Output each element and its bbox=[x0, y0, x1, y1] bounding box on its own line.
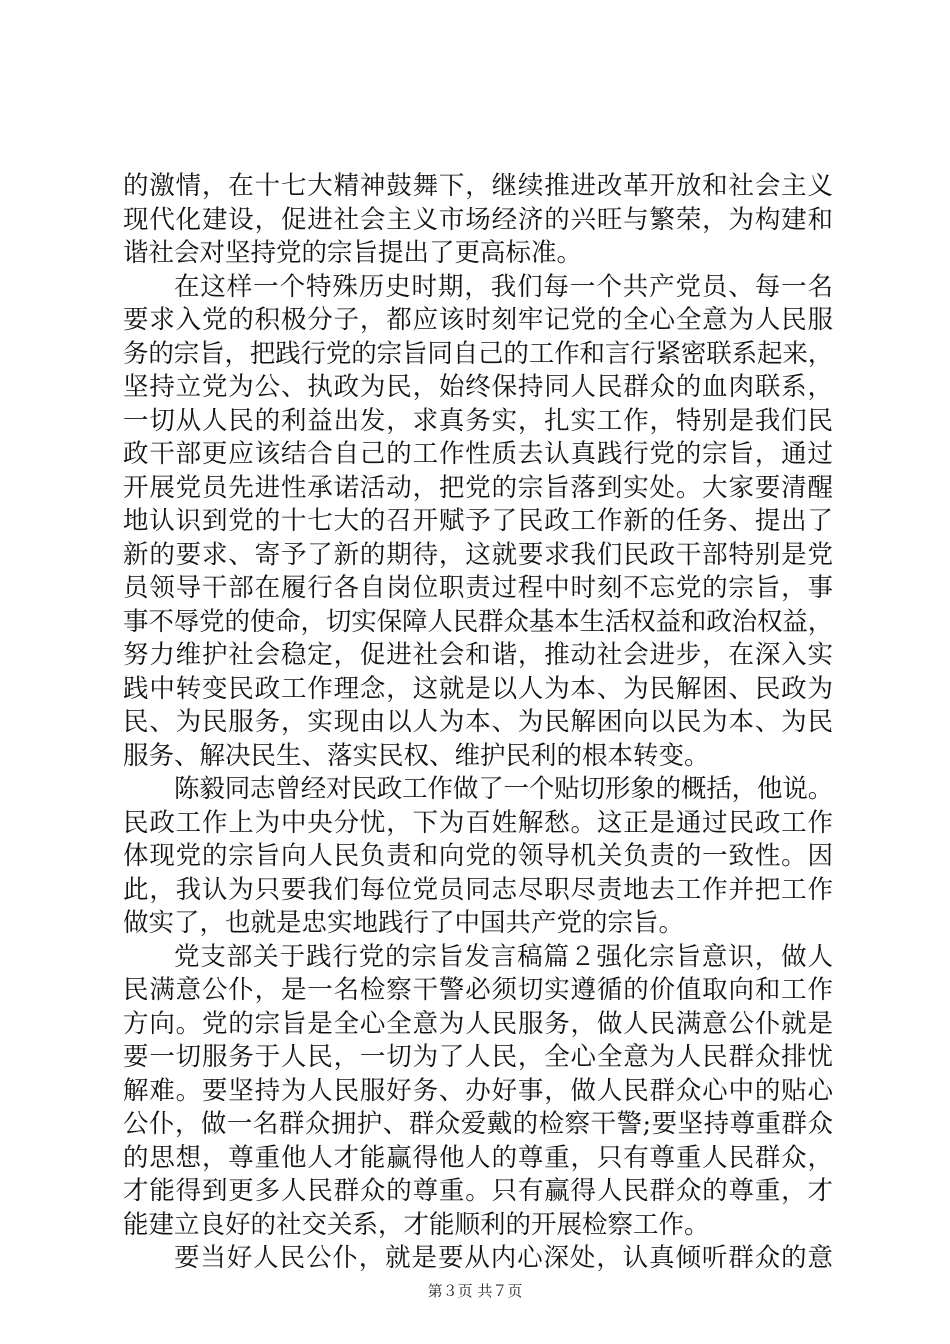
text-line: 此，我认为只要我们每位党员同志尽职尽责地去工作并把工作 bbox=[123, 874, 833, 905]
text-line: 地认识到党的十七大的召开赋予了民政工作新的任务、提出了 bbox=[123, 506, 833, 536]
text-line: 一切从人民的利益出发，求真务实，扎实工作，特别是我们民 bbox=[123, 405, 833, 436]
text-line: 民、为民服务，实现由以人为本、为民解困向以民为本、为民 bbox=[123, 707, 833, 737]
text-line: 的激情，在十七大精神鼓舞下，继续推进改革开放和社会主义 bbox=[123, 171, 833, 201]
page-footer: 第３页 共７页 bbox=[427, 1282, 523, 1300]
text-line: 民满意公仆，是一名检察干警必须切实遵循的价值取向和工作 bbox=[123, 975, 833, 1005]
text-line: 陈毅同志曾经对民政工作做了一个贴切形象的概括，他说。 bbox=[174, 774, 833, 804]
body-text bbox=[123, 170, 833, 1276]
text-line: 在这样一个特殊历史时期，我们每一个共产党员、每一名 bbox=[174, 271, 833, 302]
text-line: 新的要求、寄予了新的期待，这就要求我们民政干部特别是党 bbox=[123, 539, 833, 570]
text-line: 事不辱党的使命，切实保障人民群众基本生活权益和政治权益， bbox=[123, 606, 833, 637]
text-line: 践中转变民政工作理念，这就是以人为本、为民解困、民政为 bbox=[123, 673, 833, 704]
text-line: 服务、解决民生、落实民权、维护民利的根本转变。 bbox=[123, 740, 710, 771]
text-line: 务的宗旨，把践行党的宗旨同自己的工作和言行紧密联系起来， bbox=[123, 338, 833, 369]
text-line: 坚持立党为公、执政为民，始终保持同人民群众的血肉联系， bbox=[123, 372, 833, 402]
text-line: 要一切服务于人民，一切为了人民，全心全意为人民群众排忧 bbox=[123, 1042, 833, 1072]
text-line: 政干部更应该结合自己的工作性质去认真践行党的宗旨，通过 bbox=[123, 439, 833, 469]
text-line: 方向。党的宗旨是全心全意为人民服务，做人民满意公仆就是 bbox=[123, 1008, 833, 1039]
text-line: 能建立良好的社交关系，才能顺利的开展检察工作。 bbox=[123, 1209, 710, 1240]
text-line: 努力维护社会稳定，促进社会和谐，推动社会进步，在深入实 bbox=[123, 640, 833, 670]
text-line: 的思想，尊重他人才能赢得他人的尊重，只有尊重人民群众， bbox=[123, 1142, 833, 1173]
text-line: 公仆，做一名群众拥护、群众爱戴的检察干警;要坚持尊重群众 bbox=[123, 1109, 833, 1139]
text-line: 谐社会对坚持党的宗旨提出了更高标准。 bbox=[123, 238, 583, 268]
text-line: 体现党的宗旨向人民负责和向党的领导机关负责的一致性。因 bbox=[123, 841, 833, 871]
text-line: 党支部关于践行党的宗旨发言稿篇２强化宗旨意识，做人 bbox=[174, 941, 833, 972]
text-line: 要当好人民公仆，就是要从内心深处，认真倾听群众的意 bbox=[174, 1243, 833, 1273]
text-line: 才能得到更多人民群众的尊重。只有赢得人民群众的尊重，才 bbox=[123, 1176, 833, 1206]
text-line: 现代化建设，促进社会主义市场经济的兴旺与繁荣，为构建和 bbox=[123, 204, 833, 235]
text-line: 解难。要坚持为人民服好务、办好事，做人民群众心中的贴心 bbox=[123, 1075, 833, 1106]
text-line: 要求入党的积极分子，都应该时刻牢记党的全心全意为人民服 bbox=[123, 305, 833, 335]
text-line: 开展党员先进性承诺活动，把党的宗旨落到实处。大家要清醒 bbox=[123, 472, 833, 503]
text-line: 做实了，也就是忠实地践行了中国共产党的宗旨。 bbox=[123, 908, 685, 938]
text-line: 民政工作上为中央分忧，下为百姓解愁。这正是通过民政工作 bbox=[123, 807, 833, 838]
text-line: 员领导干部在履行各自岗位职责过程中时刻不忘党的宗旨，事 bbox=[123, 573, 833, 603]
